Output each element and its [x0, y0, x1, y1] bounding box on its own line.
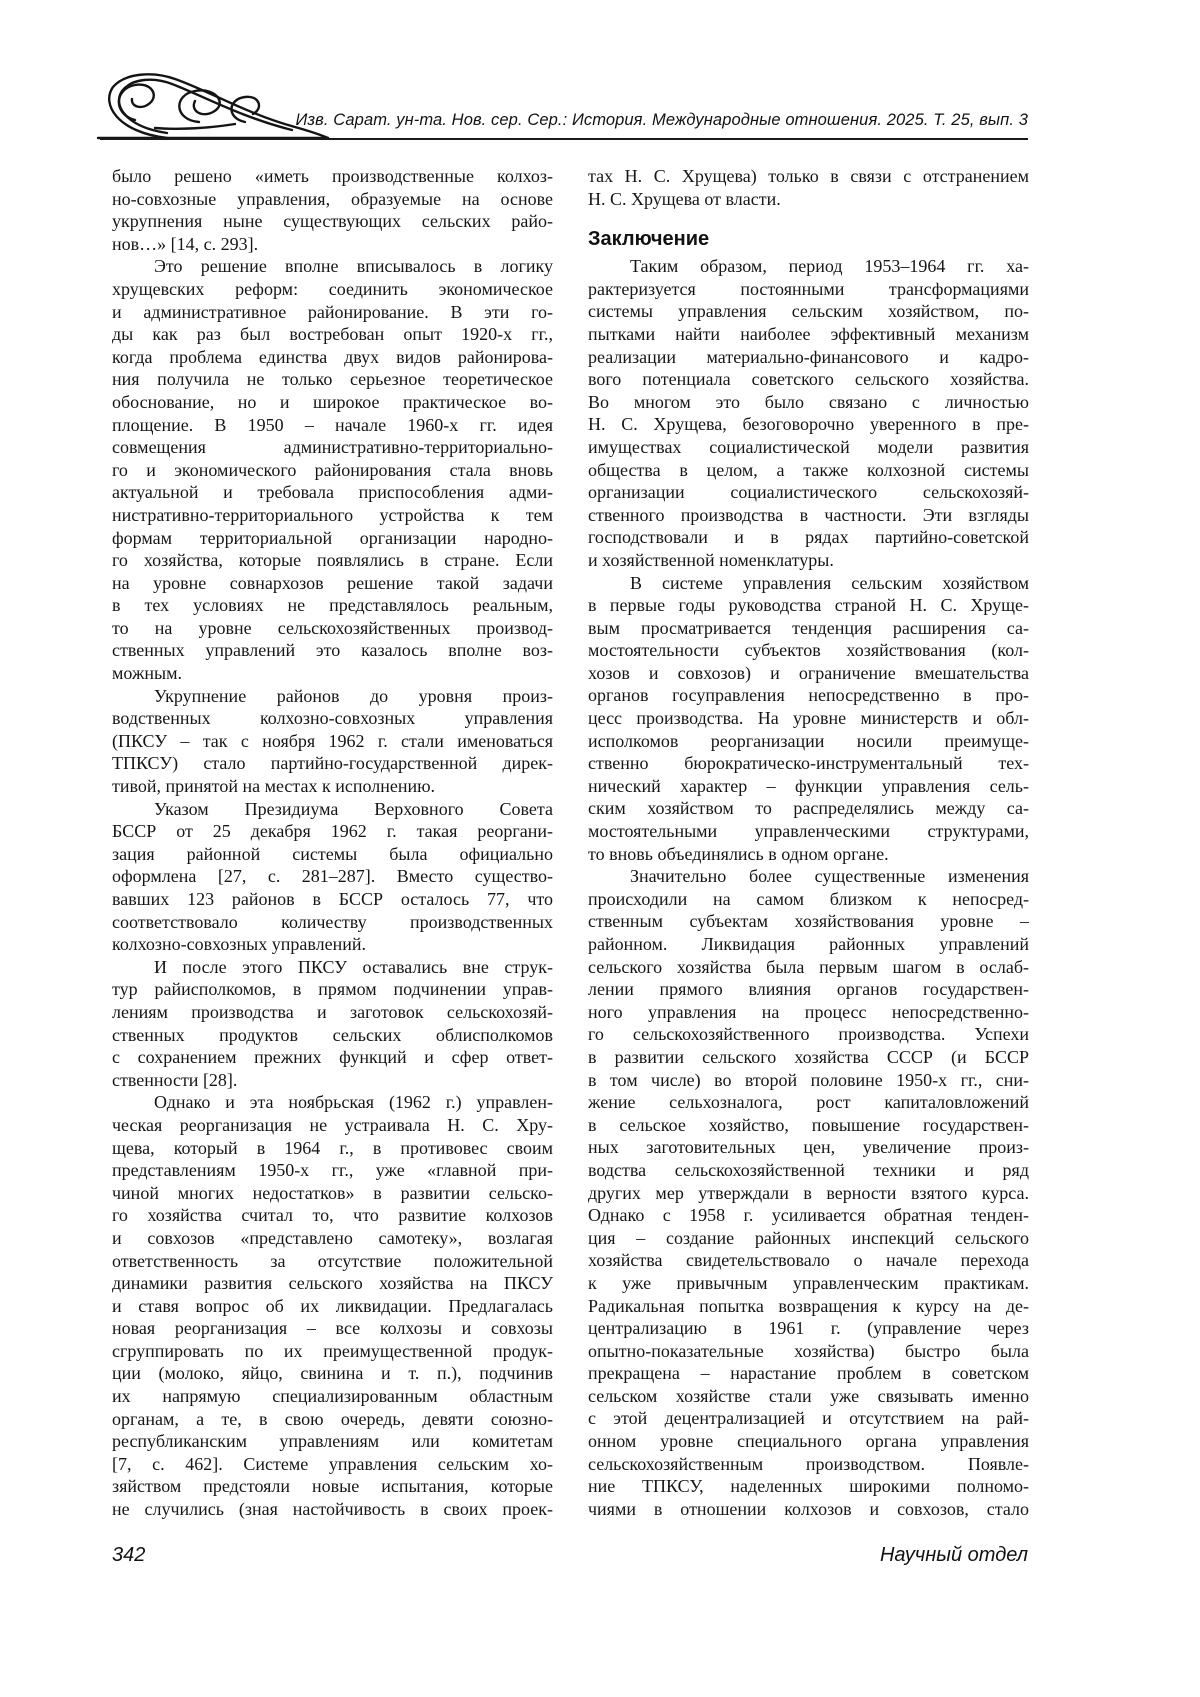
- text-line: Значительно более существенные изменения: [630, 866, 1029, 887]
- text-line: оформлена [27, с. 281–287]. Вместо существо-: [112, 866, 553, 887]
- text-line: Таким образом, период 1953–1964 гг. ха-: [630, 256, 1029, 277]
- text-line: и хозяйственной номенклатуры.: [588, 549, 834, 570]
- text-line: Радикальная попытка возвращения к курсу на де-: [588, 1295, 1029, 1316]
- text-line: вавших 123 районов в БССР осталось 77, что: [112, 889, 553, 909]
- text-line: господствовали и в рядах партийно-советской: [588, 527, 1029, 548]
- text-line: Н. С. Хрущева, безоговорочно уверенного в пре-: [588, 414, 1029, 435]
- paragraph: [112, 165, 553, 255]
- text-line: Н. С. Хрущева от власти.: [588, 188, 781, 209]
- text-line: общества в целом, а также колхозной системы: [588, 459, 1029, 480]
- text-line: вым просматривается тенденция расширения са-: [588, 617, 1029, 638]
- text-line: в тех условиях не представлялось реальным,: [112, 595, 553, 616]
- text-line: тах Н. С. Хрущева) только в связи с отстранением: [588, 166, 1029, 186]
- text-line: мостоятельными управленческими структурами,: [588, 821, 1029, 842]
- text-line: го хозяйства, которые появлялись в стране. Если: [112, 550, 553, 571]
- text-line: нистративно-территориального устройства к тем: [112, 504, 553, 525]
- text-line: сельского хозяйства была первым шагом в ослаб-: [588, 956, 1029, 977]
- text-line: тур райисполкомов, в прямом подчинении управ-: [112, 979, 553, 1000]
- text-line: их напрямую специализированным областным: [112, 1386, 553, 1407]
- text-line: и административное районирование. В эти го-: [112, 301, 553, 322]
- text-line: И после этого ПКСУ оставались вне струк-: [154, 956, 553, 977]
- text-line: [7, с. 462]. Системе управления сельским хо-: [112, 1453, 553, 1474]
- text-line: водственных колхозно-совхозных управления: [112, 708, 553, 729]
- text-line: то на уровне сельскохозяйственных производ-: [112, 617, 553, 638]
- text-line: чиной многих недостатков» в развитии сельско-: [112, 1182, 553, 1203]
- text-line: ния получила не только серьезное теоретическое: [112, 369, 553, 390]
- text-line: хозяйства свидетельствовало о начале перехода: [588, 1250, 1029, 1271]
- paragraph: [588, 255, 1029, 571]
- text-line: можным.: [112, 663, 182, 684]
- text-line: к уже привычным управленческим практикам.: [588, 1272, 1029, 1293]
- text-line: ние ТПКСУ, наделенных широкими полномо-: [588, 1476, 1029, 1497]
- text-line: имуществах социалистической модели развития: [588, 436, 1029, 457]
- text-line: прекращена – нарастание проблем в советском: [588, 1363, 1029, 1384]
- text-line: сгруппировать по их преимущественной продук-: [112, 1340, 553, 1361]
- text-line: ственности [28].: [112, 1069, 238, 1090]
- text-line: зяйством предстояли новые испытания, которые: [112, 1476, 553, 1497]
- text-line: Указом Президиума Верховного Совета: [154, 798, 553, 819]
- paragraph: [112, 255, 553, 684]
- text-line: ция – создание районных инспекций сельского: [588, 1227, 1029, 1248]
- text-line: лениям производства и заготовок сельскохозяй-: [112, 1001, 553, 1022]
- paragraph: [588, 572, 1029, 866]
- text-line: сельском хозяйстве стали уже связывать именно: [588, 1385, 1029, 1406]
- text-line: ственных продуктов сельских облисполкомов: [112, 1024, 553, 1045]
- text-line: в сельское хозяйство, повышение государствен-: [588, 1114, 1029, 1135]
- text-line: ственно бюрократическо-инструментальный тех-: [588, 753, 1029, 774]
- text-line: щева, который в 1964 г., в противовес своим: [112, 1137, 553, 1158]
- text-line: новая реорганизация – все колхозы и совхозы: [112, 1318, 553, 1339]
- text-line: сельскохозяйственным производством. Появле-: [588, 1453, 1029, 1474]
- text-line: было решено «иметь производственные колхоз-: [112, 166, 553, 186]
- text-line: ским хозяйством то распределялись между са-: [588, 798, 1029, 819]
- text-line: тивой, принятой на местах к исполнению.: [112, 776, 436, 797]
- right-text-column: [588, 165, 1029, 1520]
- text-line: с этой децентрализацией и отсутствием на рай-: [588, 1408, 1029, 1429]
- text-line: Во многом это было связано с личностью: [588, 391, 1029, 412]
- text-line: исполкомов реорганизации носили преимуще-: [588, 730, 1029, 751]
- text-line: колхозно-совхозных управлений.: [112, 934, 367, 955]
- footer-section-label: Научный отдел: [879, 1544, 1028, 1566]
- text-line: го сельскохозяйственного производства. Успехи: [588, 1024, 1029, 1045]
- text-line: укрупнения ныне существующих сельских райо-: [112, 211, 553, 232]
- text-line: соответствовало количеству производственных: [112, 911, 553, 932]
- journal-header-line: Изв. Сарат. ун-та. Нов. сер. Сер.: История. Международные отношения. 2025. Т. 25, вып. 3: [295, 111, 1028, 129]
- text-line: пытками найти наиболее эффективный механизм: [588, 323, 1029, 344]
- header-rule: [100, 138, 1028, 140]
- text-line: но-совхозные управления, образуемые на основе: [112, 188, 553, 209]
- art-nouveau-flourish-icon: [95, 70, 330, 142]
- text-line: актуальной и требовала приспособления адми-: [112, 482, 553, 503]
- text-line: лении прямого влияния органов государствен-: [588, 979, 1029, 1000]
- text-line: формам территориальной организации народно-: [112, 527, 553, 548]
- left-text-column: [112, 165, 553, 1521]
- paragraph: [112, 1091, 553, 1520]
- text-line: в том числе) во второй половине 1950-х гг., сни-: [588, 1069, 1029, 1090]
- text-line: Однако и эта ноябрьская (1962 г.) управлен-: [154, 1092, 553, 1113]
- text-line: го и экономического районирования стала вновь: [112, 459, 553, 480]
- text-line: опытно-показательные хозяйства) быстро была: [588, 1340, 1029, 1361]
- text-line: динамики развития сельского хозяйства на ПКСУ: [112, 1273, 553, 1294]
- text-line: ции (молоко, яйцо, свинина и т. п.), подчинив: [112, 1363, 553, 1384]
- text-line: Это решение вполне вписывалось в логику: [154, 256, 553, 277]
- text-line: нов…» [14, с. 293].: [112, 233, 259, 254]
- text-line: го хозяйства считал то, что развитие колхозов: [112, 1205, 553, 1226]
- text-line: В системе управления сельским хозяйством: [630, 572, 1029, 593]
- text-line: нический характер – функции управления сель-: [588, 775, 1029, 796]
- text-line: ственных управлений это казалось вполне воз-: [112, 640, 553, 661]
- paragraph: [112, 956, 553, 1092]
- text-line: и совхозов «представлено самотеку», возлагая: [112, 1227, 553, 1248]
- text-line: в первые годы руководства страной Н. С. Хруще-: [588, 595, 1029, 616]
- text-line: (ПКСУ – так с ноября 1962 г. стали именоваться: [112, 730, 553, 751]
- text-line: когда проблема единства двух видов районирова-: [112, 346, 553, 367]
- text-line: БССР от 25 декабря 1962 г. такая реоргани-: [112, 821, 553, 842]
- text-line: органов госуправления непосредственно в про-: [588, 685, 1029, 706]
- text-line: онном уровне специального органа управления: [588, 1431, 1029, 1452]
- page-number: 342: [112, 1544, 146, 1566]
- text-line: площение. В 1950 – начале 1960-х гг. идея: [112, 414, 553, 435]
- text-line: Однако с 1958 г. усиливается обратная тенден-: [588, 1205, 1029, 1226]
- text-line: вого потенциала советского сельского хозяйства.: [588, 369, 1029, 390]
- text-line: хозов и совхозов) и ограничение вмешательства: [588, 662, 1029, 683]
- text-line: Укрупнение районов до уровня произ-: [154, 685, 553, 706]
- text-line: ственным субъектам хозяйствования уровне –: [588, 911, 1029, 932]
- text-line: централизацию в 1961 г. (управление через: [588, 1318, 1029, 1339]
- text-line: организации социалистического сельскохозяй-: [588, 482, 1029, 503]
- text-line: реализации материально-финансового и кадро-: [588, 346, 1029, 367]
- text-line: ственного производства в частности. Эти взгляды: [588, 504, 1029, 525]
- text-line: и ставя вопрос об их ликвидации. Предлагалась: [112, 1295, 553, 1316]
- text-line: районном. Ликвидация районных управлений: [588, 934, 1029, 954]
- text-line: ческая реорганизация не устраивала Н. С. Хру-: [112, 1114, 553, 1135]
- text-line: ТПКСУ) стало партийно-государственной дирек-: [112, 753, 553, 774]
- text-line: то вновь объединялись в одном органе.: [588, 843, 889, 864]
- text-line: в развитии сельского хозяйства СССР (и БССР: [588, 1046, 1029, 1067]
- text-line: рактеризуется постоянными трансформациями: [588, 278, 1029, 299]
- text-line: с сохранением прежних функций и сфер ответ-: [112, 1047, 553, 1068]
- text-line: на уровне совнархозов решение такой задачи: [112, 572, 553, 593]
- text-line: совмещения административно-территориально-: [112, 437, 553, 458]
- paragraph: [588, 865, 1029, 1520]
- text-line: хрущевских реформ: соединить экономическое: [112, 278, 553, 299]
- text-line: цесс производства. На уровне министерств и обл-: [588, 708, 1029, 729]
- text-line: ды как раз был востребован опыт 1920-х гг.,: [112, 324, 553, 345]
- text-line: ответственность за отсутствие положительной: [112, 1250, 553, 1271]
- text-line: жение сельхозналога, рост капиталовложений: [588, 1092, 1029, 1113]
- paragraph: [588, 165, 1029, 210]
- text-line: республиканским управлениям или комитетам: [112, 1431, 553, 1452]
- text-line: ных заготовительных цен, увеличение произ-: [588, 1137, 1029, 1158]
- text-line: мостоятельности субъектов хозяйствования (кол-: [588, 640, 1029, 661]
- text-line: водства сельскохозяйственной техники и ряд: [588, 1159, 1029, 1180]
- text-line: системы управления сельским хозяйством, по-: [588, 301, 1029, 322]
- text-line: не случились (зная настойчивость в своих проек-: [112, 1499, 553, 1520]
- text-line: зация районной системы была официально: [112, 843, 553, 864]
- paragraph: [112, 798, 553, 956]
- text-line: органам, а те, в свою очередь, девяти союзно-: [112, 1408, 553, 1429]
- text-line: ного управления на процесс непосредственно-: [588, 1001, 1029, 1022]
- text-line: представлениям 1950-х гг., уже «главной при-: [112, 1160, 553, 1181]
- text-line: обоснование, но и широкое практическое во-: [112, 391, 553, 412]
- text-line: других мер утверждали в верности взятого курса.: [588, 1182, 1029, 1203]
- paragraph: [112, 685, 553, 798]
- section-heading: Заключение: [588, 228, 710, 251]
- text-line: чиями в отношении колхозов и совхозов, стало: [588, 1498, 1029, 1519]
- text-line: происходили на самом близком к непосред-: [588, 888, 1029, 909]
